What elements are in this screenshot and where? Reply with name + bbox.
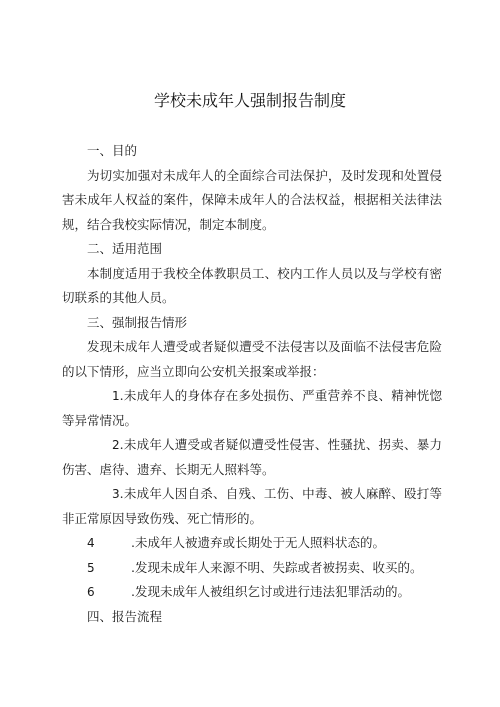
section-heading-purpose: 一、目的 xyxy=(87,143,138,158)
list-item-number: 5 xyxy=(87,560,95,575)
list-item-number: 2 xyxy=(112,438,120,452)
list-item xyxy=(62,433,442,482)
section-heading-procedure: 四、报告流程 xyxy=(87,608,163,624)
list-item-text: .发现未成年人来源不明、失踪或者被拐卖、收买的。 xyxy=(131,559,423,575)
list-item xyxy=(62,580,442,605)
section-heading-scope: 二、适用范围 xyxy=(87,241,163,256)
list-item xyxy=(62,556,442,581)
list-item-text: .发现未成年人被组织乞讨或进行违法犯罪活动的。 xyxy=(131,584,410,599)
list-item xyxy=(62,482,442,531)
paragraph-scope: 本制度适用于我校全体教职员工、校内工作人员以及与学校有密切联系的其他人员。 xyxy=(62,265,442,305)
section-heading-situations: 三、强制报告情形 xyxy=(87,314,188,330)
list-item-number: 3 xyxy=(112,487,120,501)
list-item xyxy=(62,531,442,556)
document-title: 学校未成年人强制报告制度 xyxy=(153,91,346,110)
list-item-text: .未成年人被遗弃或长期处于无人照料状态的。 xyxy=(131,535,385,550)
list-item-text: .未成年人的身体存在多处损伤、严重营养不良、精神恍惚等异常情况。 xyxy=(62,388,442,428)
list-item-text: .未成年人因自杀、自残、工伤、中毒、被人麻醉、殴打等非正常原因导致伤残、死亡情形的。 xyxy=(62,486,442,526)
list-item-text: .未成年人遭受或者疑似遭受性侵害、性骚扰、拐卖、暴力伤害、虐待、遗弃、长期无人照料等。 xyxy=(62,437,442,477)
paragraph-situations: 发现未成年人遭受或者疑似遭受不法侵害以及面临不法侵害危险的以下情形，应当立即向公安机关报案或举报： xyxy=(62,339,442,379)
list-item-number: 4 xyxy=(87,536,95,550)
document-body xyxy=(62,139,442,629)
paragraph-purpose: 为切实加强对未成年人的全面综合司法保护，及时发现和处置侵害未成年人权益的案件，保障未成年人的合法权益，根据相关法律法规，结合我校实际情况，制定本制度。 xyxy=(62,167,442,232)
list-item xyxy=(62,384,442,433)
list-item-number: 6 xyxy=(87,585,95,599)
list-item-number: 1 xyxy=(112,389,120,403)
